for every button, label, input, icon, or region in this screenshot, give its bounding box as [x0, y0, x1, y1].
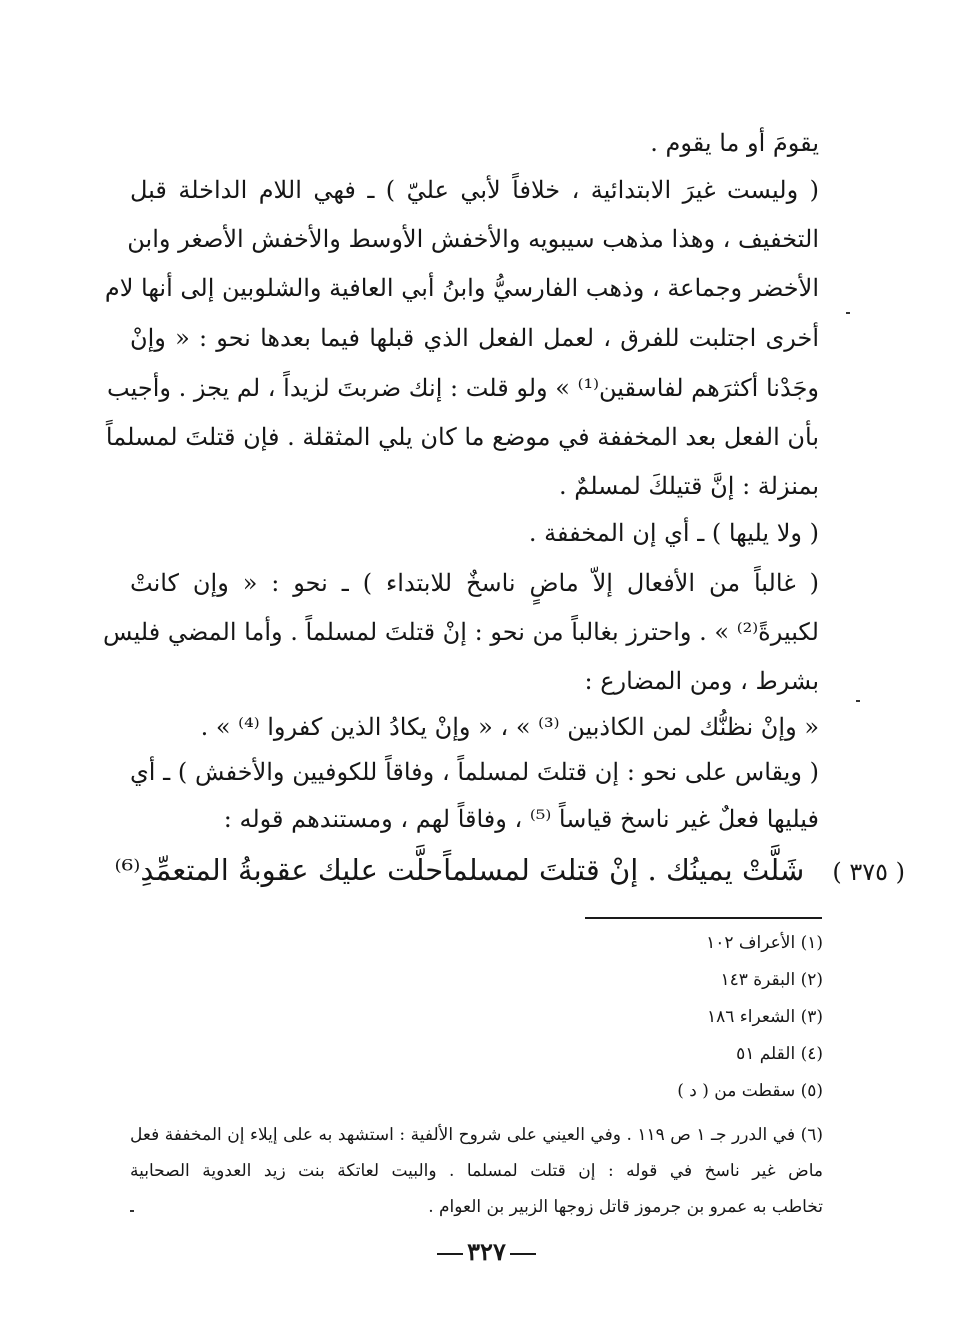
scan-speck	[130, 1210, 134, 1212]
footnote-3: (٣) الشعراء ١٨٦	[707, 1007, 823, 1027]
body-line-10: ( غالباً من الأفعال إلاّ ماضٍ ناسخٌ للابتداء ) ـ نحو : « وإن كانتْ	[130, 569, 819, 597]
body-line-2: ( وليست غيرَ الابتدائية ، خلافاً لأبي عليّ ) ـ فهي اللام الداخلة قبل	[130, 176, 819, 204]
verse-number: ( ٣٧٥ )	[832, 858, 905, 886]
footnote-1: (١) الأعراف ١٠٢	[706, 933, 823, 953]
footnote-2: (٢) البقرة ١٤٣	[720, 970, 823, 990]
body-line-7: بأن الفعل بعد المخففة في موضع ما كان يلي المثقلة . فإن قتلتَ لمسلماً	[105, 423, 819, 451]
footnote-4: (٤) القلم ٥١	[736, 1044, 823, 1064]
body-line-1: يقومَ أو ما يقوم .	[650, 129, 819, 157]
body-line-9: ( ولا يليها ) ـ أي إن المخففة .	[528, 519, 819, 547]
body-line-14: ( ويقاس على نحو : إن قتلتَ لمسلماً ، وفاقاً للكوفيين والأخفش ) ـ أي	[130, 758, 819, 786]
footnote-6-line-3: تخاطب به عمرو بن جرموز قاتل زوجها الزبير بن العوام .	[428, 1197, 823, 1217]
footnote-separator	[585, 917, 822, 919]
body-line-15: فيليها فعلٌ غير ناسخ قياساً ⁽⁵⁾ ، وفاقاً لهم ، ومستندهم قوله :	[223, 805, 819, 833]
page-number-value: ٣٢٧	[467, 1237, 506, 1266]
verse-first-hemistich: شَلَّتْ يمينُك . إنْ قتلتَ لمسلماً	[443, 853, 805, 887]
poetry-verse	[114, 848, 905, 894]
footnote-5: (٥) سقطت من ( د )	[677, 1081, 823, 1101]
body-line-6: وجَدْنا أكثرَهم لفاسقين⁽¹⁾ » ولو قلت : إنك ضربتَ لزيداً ، لم يجز . وأجيب	[107, 374, 819, 402]
body-line-4: الأخضر وجماعة ، وذهب الفارسيُّ وابنُ أبي العافية والشلوبين إلى أنها لام	[104, 274, 819, 302]
page-number-dash-right	[510, 1253, 536, 1255]
body-line-11: لكبيرةً⁽²⁾ » . واحترز بغالباً من نحو : إنْ قتلتَ لمسلماً . وأما المضي فليس	[102, 618, 819, 646]
footnote-6-line-2: ماض غير ناسخ في قوله : إن قتلت لمسلما . والبيت لعاتكة بنت زيد العدوية الصحابية	[130, 1161, 823, 1181]
body-line-8: بمنزلة : إنَّ قتيلكَ لمسلمٌ .	[558, 472, 819, 500]
body-line-3: التخفيف ، وهذا مذهب سيبويه والأخفش الأوسط والأخفش الأصغر وابن	[127, 225, 819, 253]
verse-second-hemistich: حلَّت عليك عقوبةُ المتعمِّدِ⁽⁶⁾	[114, 853, 444, 887]
body-line-12: بشرط ، ومن المضارع :	[584, 667, 819, 695]
scan-speck	[856, 700, 860, 702]
body-line-5: أخرى اجتلبت للفرق ، لعمل الفعل الذي قبلها فيما بعدها نحو : « وإنْ	[130, 324, 819, 352]
page-number	[0, 1236, 973, 1268]
scan-speck	[846, 312, 850, 314]
footnote-6-line-1: (٦) في الدرر جـ ١ ص ١١٩ . وفي العيني على شروح الألفية : استشهد به على إيلاء إن المخففة فعل	[130, 1125, 823, 1145]
page-number-dash-left	[437, 1253, 463, 1255]
body-line-13: « وإنْ نظنُّك لمن الكاذبين ⁽³⁾ » ، « وإنْ يكادُ الذين كفروا ⁽⁴⁾ » .	[200, 713, 819, 741]
